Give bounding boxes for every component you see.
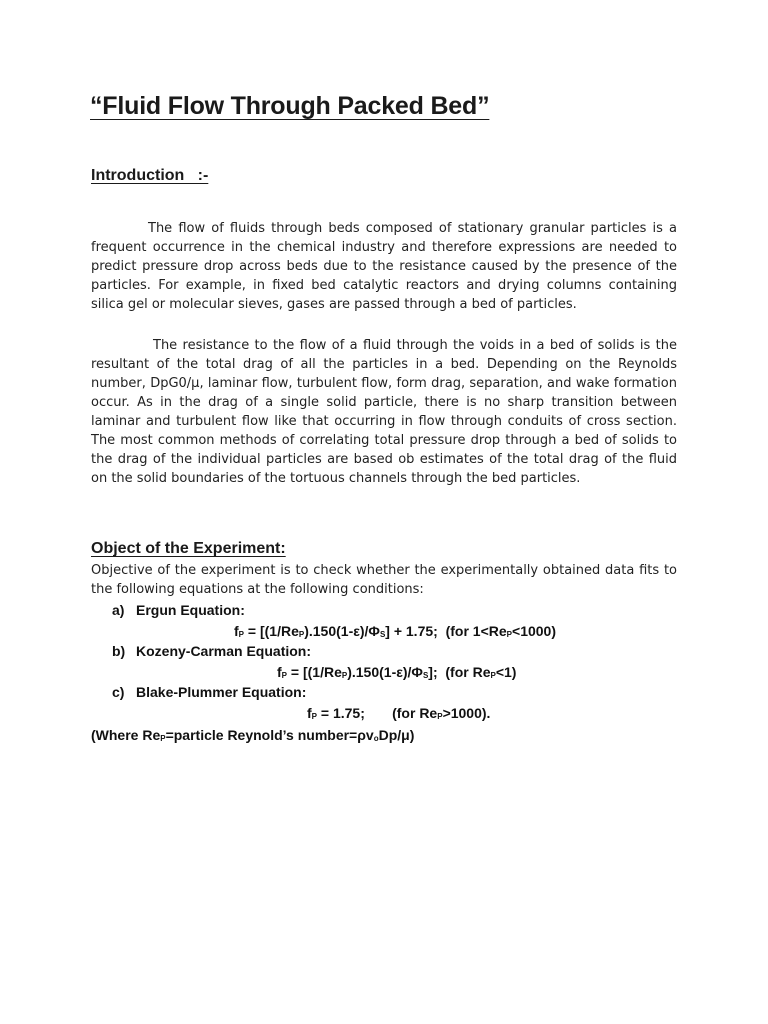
blake-plummer-equation: $f_P = 1.75$; (for $Re_P>1000$). — [307, 705, 491, 721]
introduction-paragraph-1: The flow of fluids through beds composed of stationary granular particles is a frequent occurrence in the chemical industry and therefore expressions are needed to predict pressure drop across beds due to the resistance caused by the presence of the particles. For example, in fixed bed catalytic reactors and drying columns containing silica gel or molecular sieves, gases are passed through a bed of particles. — [91, 221, 677, 312]
introduction-paragraph-2: The resistance to the flow of a fluid through the voids in a bed of solids is the resultant of the total drag of all the particles in a bed. Depending on the Reynolds number, DpG0/μ, laminar flow, turbulent flow, form drag, separation, and wake formation occur. As in the drag of a single solid particle, there is no sharp transition between laminar and turbulent flow like that occurring in flow through conduits of cross section. The most common methods of correlating total pressure drop through a bed of solids to the drag of the individual particles are based ob estimates of the total drag of the fluid on the solid boundaries of the tortuous channels through the bed particles. — [91, 338, 677, 486]
object-heading: Object of the Experiment: — [91, 540, 286, 557]
equation-item-blake-plummer — [112, 684, 306, 700]
item-marker: c) — [112, 684, 125, 700]
equation-item-ergun — [112, 602, 245, 618]
ergun-equation: $f_P = [(1/Re_P).150(1-\varepsilon)/\Phi_S] + 1.75$; (for $1<Re_P<1000$) — [234, 623, 556, 639]
kozeny-carman-equation: $f_P = [(1/Re_P).150(1-\varepsilon)/\Phi_S]$; (for $Re_P<1$) — [277, 664, 517, 680]
item-label: Kozeny-Carman Equation: — [136, 643, 312, 659]
reynolds-note: (Where $Re_P=particle$ Reynold’s $number=\rho v_oDp/\mu$) — [91, 727, 415, 743]
item-label: Blake-Plummer Equation: — [136, 684, 307, 700]
object-paragraph: Objective of the experiment is to check whether the experimentally obtained data fits to the following equations at the following conditions: — [91, 563, 677, 597]
item-marker: b) — [112, 643, 126, 659]
equation-item-kozeny-carman — [112, 643, 311, 659]
introduction-heading: Introduction :- — [91, 167, 209, 184]
document-title: “Fluid Flow Through Packed Bed” — [90, 92, 490, 120]
item-label: Ergun Equation: — [136, 602, 245, 618]
item-marker: a) — [112, 602, 125, 618]
